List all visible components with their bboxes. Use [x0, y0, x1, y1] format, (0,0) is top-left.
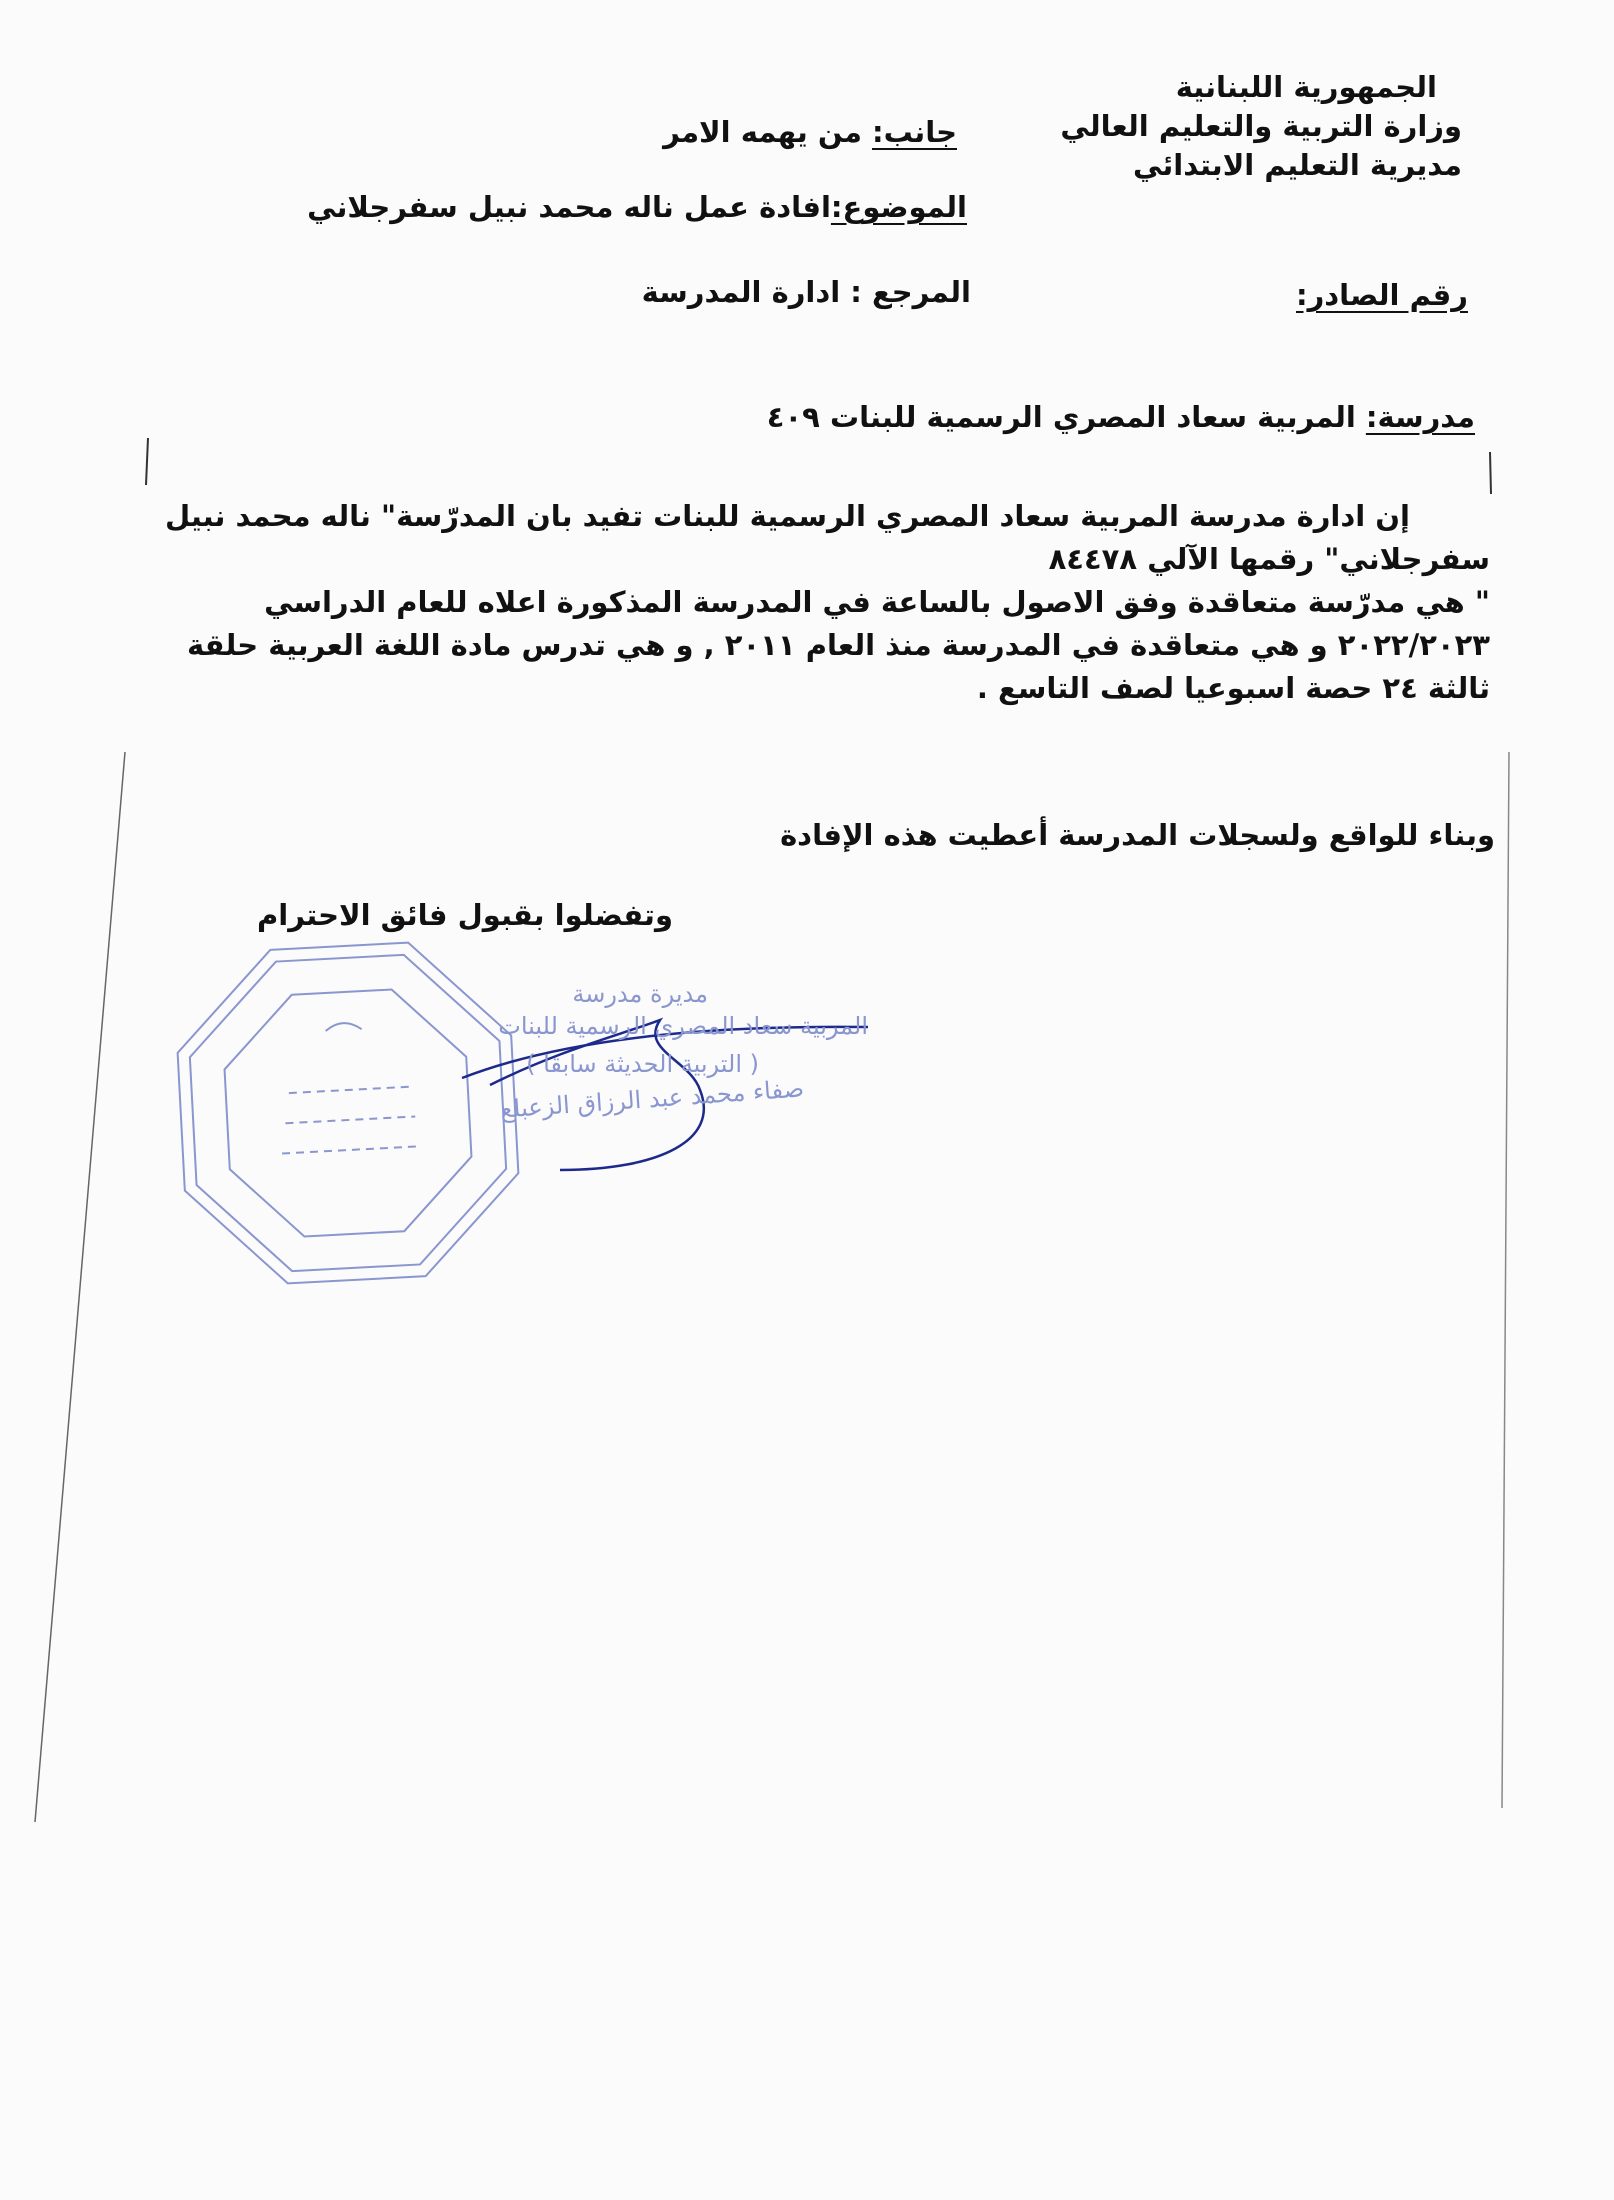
- addressee-value: من يهمه الامر: [663, 115, 862, 149]
- header-directorate: مديرية التعليم الابتدائي: [1133, 148, 1462, 182]
- body-line: ٢٠٢٢/٢٠٢٣ و هي متعاقدة في المدرسة منذ العام ٢٠١١ , و هي تدرس مادة اللغة العربية حلقة: [186, 628, 1490, 662]
- outgoing-number-label: رقم الصادر:: [1296, 278, 1468, 312]
- school-label: مدرسة:: [1365, 400, 1475, 434]
- reference-label: المرجع :: [850, 275, 971, 309]
- header-ministry: وزارة التربية والتعليم العالي: [1060, 109, 1462, 143]
- body-line: سفرجلاني" رقمها الآلي ٨٤٤٧٨: [1048, 542, 1490, 576]
- subject-value: افادة عمل ناله محمد نبيل سفرجلاني: [307, 190, 831, 224]
- regards: وتفضلوا بقبول فائق الاحترام: [257, 898, 673, 932]
- body-line: " هي مدرّسة متعاقدة وفق الاصول بالساعة في المدرسة المذكورة اعلاه للعام الدراسي: [264, 585, 1490, 619]
- school-value: المربية سعاد المصري الرسمية للبنات ٤٠٩: [766, 400, 1356, 434]
- body-line: إن ادارة مدرسة المربية سعاد المصري الرسمية للبنات تفيد بان المدرّسة" ناله محمد نبيل: [164, 499, 1410, 533]
- stamp-school: المربية سعاد المصري الرسمية للبنات: [498, 1012, 868, 1040]
- stamp-principal-name: صفاء محمد عبد الرزاق الزعبلع: [499, 1074, 805, 1124]
- addressee-label: جانب:: [872, 115, 957, 149]
- stamp-former-name: ( التربية الحديثة سابقا ): [526, 1050, 759, 1078]
- reference-value: ادارة المدرسة: [641, 275, 841, 309]
- body-line: ثالثة ٢٤ حصة اسبوعيا لصف التاسع .: [976, 671, 1490, 705]
- closing-statement: وبناء للواقع ولسجلات المدرسة أعطيت هذه الإفادة: [780, 818, 1495, 852]
- header-country: الجمهورية اللبنانية: [1175, 70, 1437, 104]
- stamp-title: مديرة مدرسة: [572, 980, 708, 1008]
- subject-label: الموضوع:: [830, 190, 967, 224]
